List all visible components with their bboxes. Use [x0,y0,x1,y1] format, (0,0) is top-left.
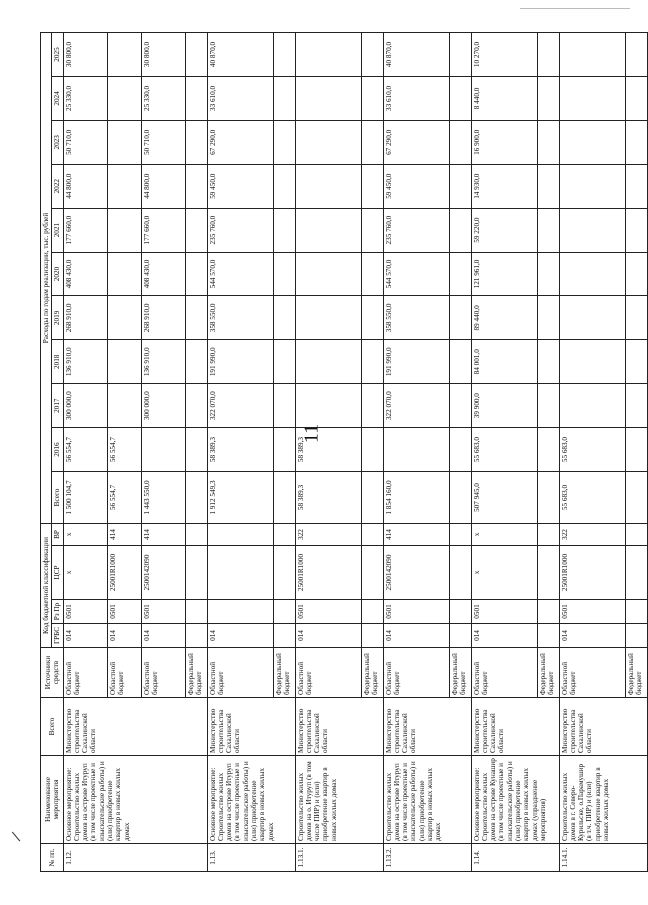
funding-source: Федеральный бюджет [185,648,207,698]
year-value: 55 683,0 [471,428,537,472]
year-value [449,164,471,208]
year-value [185,428,207,472]
year-value [559,252,625,296]
responsible: Министерство строительства Сахалинской области [383,698,471,756]
year-value [625,120,647,164]
year-value [537,340,559,384]
year-value [295,164,361,208]
year-value [273,33,295,77]
year-value [625,76,647,120]
kbk-code [185,546,207,600]
year-value [625,164,647,208]
year-value [559,33,625,77]
year-value [625,340,647,384]
kbk-code: 414 [141,524,185,546]
total-value [625,472,647,524]
kbk-code [537,624,559,648]
funding-source: Федеральный бюджет [449,648,471,698]
total-value: 55 683,0 [559,472,625,524]
item-number: 1.13. [207,844,295,872]
item-name: Основное мероприятие: Строительство жилых домов на острове Итуруп (в том числе проектные и изыскательские работы) и (или) приобретение квартир в новых жилых домах [63,756,207,844]
total-value: 1 500 104,7 [63,472,107,524]
year-value [559,164,625,208]
total-value [449,472,471,524]
kbk-code [537,546,559,600]
year-value [273,164,295,208]
header-csr: ЦСР [52,546,63,600]
year-value [625,33,647,77]
rotated-budget-table [40,32,643,872]
funding-source: Областной бюджет [63,648,107,698]
table-row [471,33,537,872]
year-value: 191 990,0 [383,340,449,384]
year-value [273,428,295,472]
item-number: 1.13.2. [383,844,471,872]
header-year: 2020 [52,252,63,296]
year-value [107,384,141,428]
top-edge-line [520,8,630,9]
funding-source: Областной бюджет [471,648,537,698]
year-value [449,76,471,120]
header-rzpr: Рз Пр [52,600,63,624]
year-value [273,340,295,384]
year-value [107,208,141,252]
funding-source: Федеральный бюджет [625,648,647,698]
budget-table [40,32,648,872]
item-name: Строительство жилых домов на о. Итуруп (в том числе ПИР) и (или) приобретение квартир в новых жилых домах [295,756,383,844]
kbk-code: х [471,546,537,600]
kbk-code [449,600,471,624]
kbk-code: 2500142090 [383,546,449,600]
funding-source: Областной бюджет [141,648,185,698]
table-row [63,33,107,872]
year-value [449,33,471,77]
year-value [185,252,207,296]
total-value: 56 554,7 [107,472,141,524]
kbk-code: 2500142090 [141,546,185,600]
kbk-code [625,546,647,600]
kbk-code: 0501 [559,600,625,624]
year-value: 30 800,0 [141,33,185,77]
year-value [625,428,647,472]
total-value: 1 912 549,3 [207,472,273,524]
year-value [107,164,141,208]
header-year: 2023 [52,120,63,164]
header-year: 2019 [52,296,63,340]
year-value [361,384,383,428]
year-value [559,340,625,384]
kbk-code: 014 [207,624,273,648]
header-year: 2018 [52,340,63,384]
kbk-code [537,600,559,624]
year-value [107,76,141,120]
year-value [185,296,207,340]
year-value: 59 220,0 [471,208,537,252]
item-name: Основное мероприятие: Строительство жилых домов на острове Итуруп (в том числе проектные и изыскательские работы) и (или) приобретение квартир в новых жилых домах [207,756,295,844]
year-value: 59 450,0 [383,164,449,208]
kbk-code [361,546,383,600]
responsible: Министерство строительства Сахалинской области [207,698,295,756]
year-value: 235 760,0 [207,208,273,252]
table-body [63,33,647,872]
responsible: Министерство строительства Сахалинской области [63,698,207,756]
year-value [361,120,383,164]
funding-source: Федеральный бюджет [361,648,383,698]
kbk-code [273,524,295,546]
year-value [185,384,207,428]
kbk-code [625,524,647,546]
kbk-code: 014 [107,624,141,648]
year-value: 544 570,0 [383,252,449,296]
responsible: Министерство строительства Сахалинской области [295,698,383,756]
kbk-code: 322 [559,524,625,546]
kbk-code [449,546,471,600]
year-value [295,340,361,384]
page-number: 11 [300,423,323,444]
year-value [295,208,361,252]
year-value [537,208,559,252]
year-value [295,120,361,164]
year-value: 177 660,0 [63,208,107,252]
year-value [449,208,471,252]
year-value [537,384,559,428]
year-value: 300 000,0 [141,384,185,428]
header-expenses-group: Расходы по годам реализации, тыс. рублей [41,33,52,524]
header-year: 2017 [52,384,63,428]
year-value [449,384,471,428]
total-value [273,472,295,524]
year-value [107,340,141,384]
year-value [107,252,141,296]
year-value: 408 430,0 [141,252,185,296]
kbk-code [449,624,471,648]
year-value [361,164,383,208]
kbk-code: 414 [383,524,449,546]
year-value [107,120,141,164]
year-value: 14 930,0 [471,164,537,208]
header-year: 2016 [52,428,63,472]
table-row [383,33,449,872]
header-year: 2021 [52,208,63,252]
year-value [273,120,295,164]
year-value [449,428,471,472]
year-value [625,208,647,252]
kbk-code: 014 [471,624,537,648]
header-who: Всего [41,698,64,756]
item-name: Строительство жилых домов в г. Северо-Курильске, о.Парамушир (в т.ч. ПИР) и (или) приобретение квартир в новых жилых домах [559,756,647,844]
header-grbs: ГРБС [52,624,63,648]
kbk-code: 014 [295,624,361,648]
year-value: 39 900,0 [471,384,537,428]
kbk-code: 0501 [471,600,537,624]
year-value [361,340,383,384]
year-value: 59 450,0 [207,164,273,208]
kbk-code: 014 [141,624,185,648]
year-value [361,296,383,340]
kbk-code [273,546,295,600]
kbk-code: 25001R1000 [559,546,625,600]
year-value [559,76,625,120]
kbk-code: 0501 [383,600,449,624]
year-value [625,296,647,340]
total-value [361,472,383,524]
item-name: Основное мероприятие: Строительство жилых домов на острове Кунашир (в том числе проектные и изыскательские работы) и (или) приобретение квартир в новых жилых домах (упразднение мероприятия) [471,756,559,844]
year-value: 67 290,0 [383,120,449,164]
year-value: 44 800,0 [63,164,107,208]
year-value: 50 710,0 [141,120,185,164]
year-value: 268 910,0 [63,296,107,340]
kbk-code [361,624,383,648]
total-value: 1 854 160,0 [383,472,449,524]
year-value [361,252,383,296]
item-number: 1.12. [63,844,207,872]
kbk-code: 0501 [107,600,141,624]
year-value [361,76,383,120]
year-value: 30 800,0 [63,33,107,77]
year-value [559,384,625,428]
year-value [185,76,207,120]
year-value [295,296,361,340]
total-value [537,472,559,524]
responsible: Министерство строительства Сахалинской области [559,698,647,756]
year-value: 40 870,0 [207,33,273,77]
kbk-code: х [63,524,107,546]
year-value [185,208,207,252]
year-value [559,296,625,340]
item-number: 1.14. [471,844,559,872]
kbk-code [361,524,383,546]
kbk-code: 0501 [63,600,107,624]
funding-source: Федеральный бюджет [537,648,559,698]
year-value [449,296,471,340]
kbk-code [361,600,383,624]
year-value: 300 000,0 [63,384,107,428]
year-value: 136 910,0 [141,340,185,384]
year-value [449,120,471,164]
year-value [107,296,141,340]
kbk-code [207,546,273,600]
kbk-code [207,600,273,624]
funding-source: Областной бюджет [107,648,141,698]
kbk-code [273,600,295,624]
kbk-code: х [63,546,107,600]
year-value [361,33,383,77]
year-value [295,252,361,296]
year-value [273,384,295,428]
year-value: 55 683,0 [559,428,625,472]
kbk-code [185,524,207,546]
kbk-code [185,600,207,624]
funding-source: Областной бюджет [295,648,361,698]
total-value: 507 945,0 [471,472,537,524]
header-vr: ВР [52,524,63,546]
funding-source: Федеральный бюджет [273,648,295,698]
year-value: 8 440,0 [471,76,537,120]
header-year: 2024 [52,76,63,120]
year-value [449,340,471,384]
year-value: 56 554,7 [63,428,107,472]
total-value [185,472,207,524]
year-value: 58 389,3 [295,428,361,472]
total-value: 58 389,3 [295,472,361,524]
kbk-code [625,624,647,648]
year-value: 89 440,0 [471,296,537,340]
header-source: Источники средств [41,648,64,698]
year-value [537,252,559,296]
kbk-code: 25001R1000 [295,546,361,600]
kbk-code [625,600,647,624]
year-value [559,120,625,164]
year-value: 58 389,3 [207,428,273,472]
year-value [273,296,295,340]
year-value: 358 550,0 [383,296,449,340]
kbk-code: 414 [107,524,141,546]
year-value [537,33,559,77]
table-row [295,33,361,872]
total-value: 1 443 550,0 [141,472,185,524]
kbk-code [207,524,273,546]
year-value [537,76,559,120]
year-value: 322 070,0 [207,384,273,428]
year-value: 33 610,0 [383,76,449,120]
year-value: 16 900,0 [471,120,537,164]
year-value [295,76,361,120]
header-year: 2022 [52,164,63,208]
year-value [537,164,559,208]
year-value [141,428,185,472]
kbk-code: х [471,524,537,546]
year-value: 235 760,0 [383,208,449,252]
year-value: 268 910,0 [141,296,185,340]
funding-source: Областной бюджет [383,648,449,698]
year-value [273,252,295,296]
header-name: Наименование мероприятия [41,756,64,844]
year-value [625,384,647,428]
year-value [185,164,207,208]
year-value [361,208,383,252]
year-value: 136 910,0 [63,340,107,384]
year-value [273,208,295,252]
kbk-code: 322 [295,524,361,546]
header-total: Всего [52,472,63,524]
margin-mark [12,832,21,842]
item-name: Строительство жилых домов на острове Итуруп (в том числе проектные и изыскательские работы) и (или) приобретение квартир в новых жилых домах [383,756,471,844]
header-year: 2025 [52,33,63,77]
responsible: Министерство строительства Сахалинской области [471,698,559,756]
kbk-code [185,624,207,648]
header-kbk-group: Код бюджетной классификации [41,524,52,648]
year-value [185,120,207,164]
year-value: 56 554,7 [107,428,141,472]
year-value [107,33,141,77]
year-value [537,428,559,472]
year-value: 67 290,0 [207,120,273,164]
year-value [625,252,647,296]
year-value: 191 990,0 [207,340,273,384]
year-value: 358 550,0 [207,296,273,340]
year-value: 25 330,0 [141,76,185,120]
year-value [295,33,361,77]
year-value: 121 961,0 [471,252,537,296]
kbk-code [273,624,295,648]
kbk-code: 0501 [141,600,185,624]
year-value: 84 001,0 [471,340,537,384]
year-value [537,296,559,340]
year-value: 10 270,0 [471,33,537,77]
kbk-code: 014 [63,624,107,648]
year-value: 50 710,0 [63,120,107,164]
year-value [537,120,559,164]
table-row [559,33,625,872]
year-value: 177 660,0 [141,208,185,252]
year-value [185,33,207,77]
item-number: 1.14.1. [559,844,647,872]
year-value [273,76,295,120]
funding-source: Областной бюджет [207,648,273,698]
year-value [383,428,449,472]
year-value: 408 430,0 [63,252,107,296]
kbk-code: 014 [383,624,449,648]
kbk-code: 25001R1000 [107,546,141,600]
kbk-code [537,524,559,546]
table-header [41,33,64,872]
year-value: 33 610,0 [207,76,273,120]
year-value [559,208,625,252]
year-value: 40 870,0 [383,33,449,77]
item-number: 1.13.1. [295,844,383,872]
table-row [207,33,273,872]
year-value: 44 800,0 [141,164,185,208]
year-value [185,340,207,384]
kbk-code [449,524,471,546]
header-no: № пп. [41,844,64,872]
kbk-code: 014 [559,624,625,648]
year-value: 544 570,0 [207,252,273,296]
year-value [295,384,361,428]
year-value [361,428,383,472]
year-value: 25 330,0 [63,76,107,120]
funding-source: Областной бюджет [559,648,625,698]
year-value [449,252,471,296]
year-value: 322 070,0 [383,384,449,428]
kbk-code: 0501 [295,600,361,624]
